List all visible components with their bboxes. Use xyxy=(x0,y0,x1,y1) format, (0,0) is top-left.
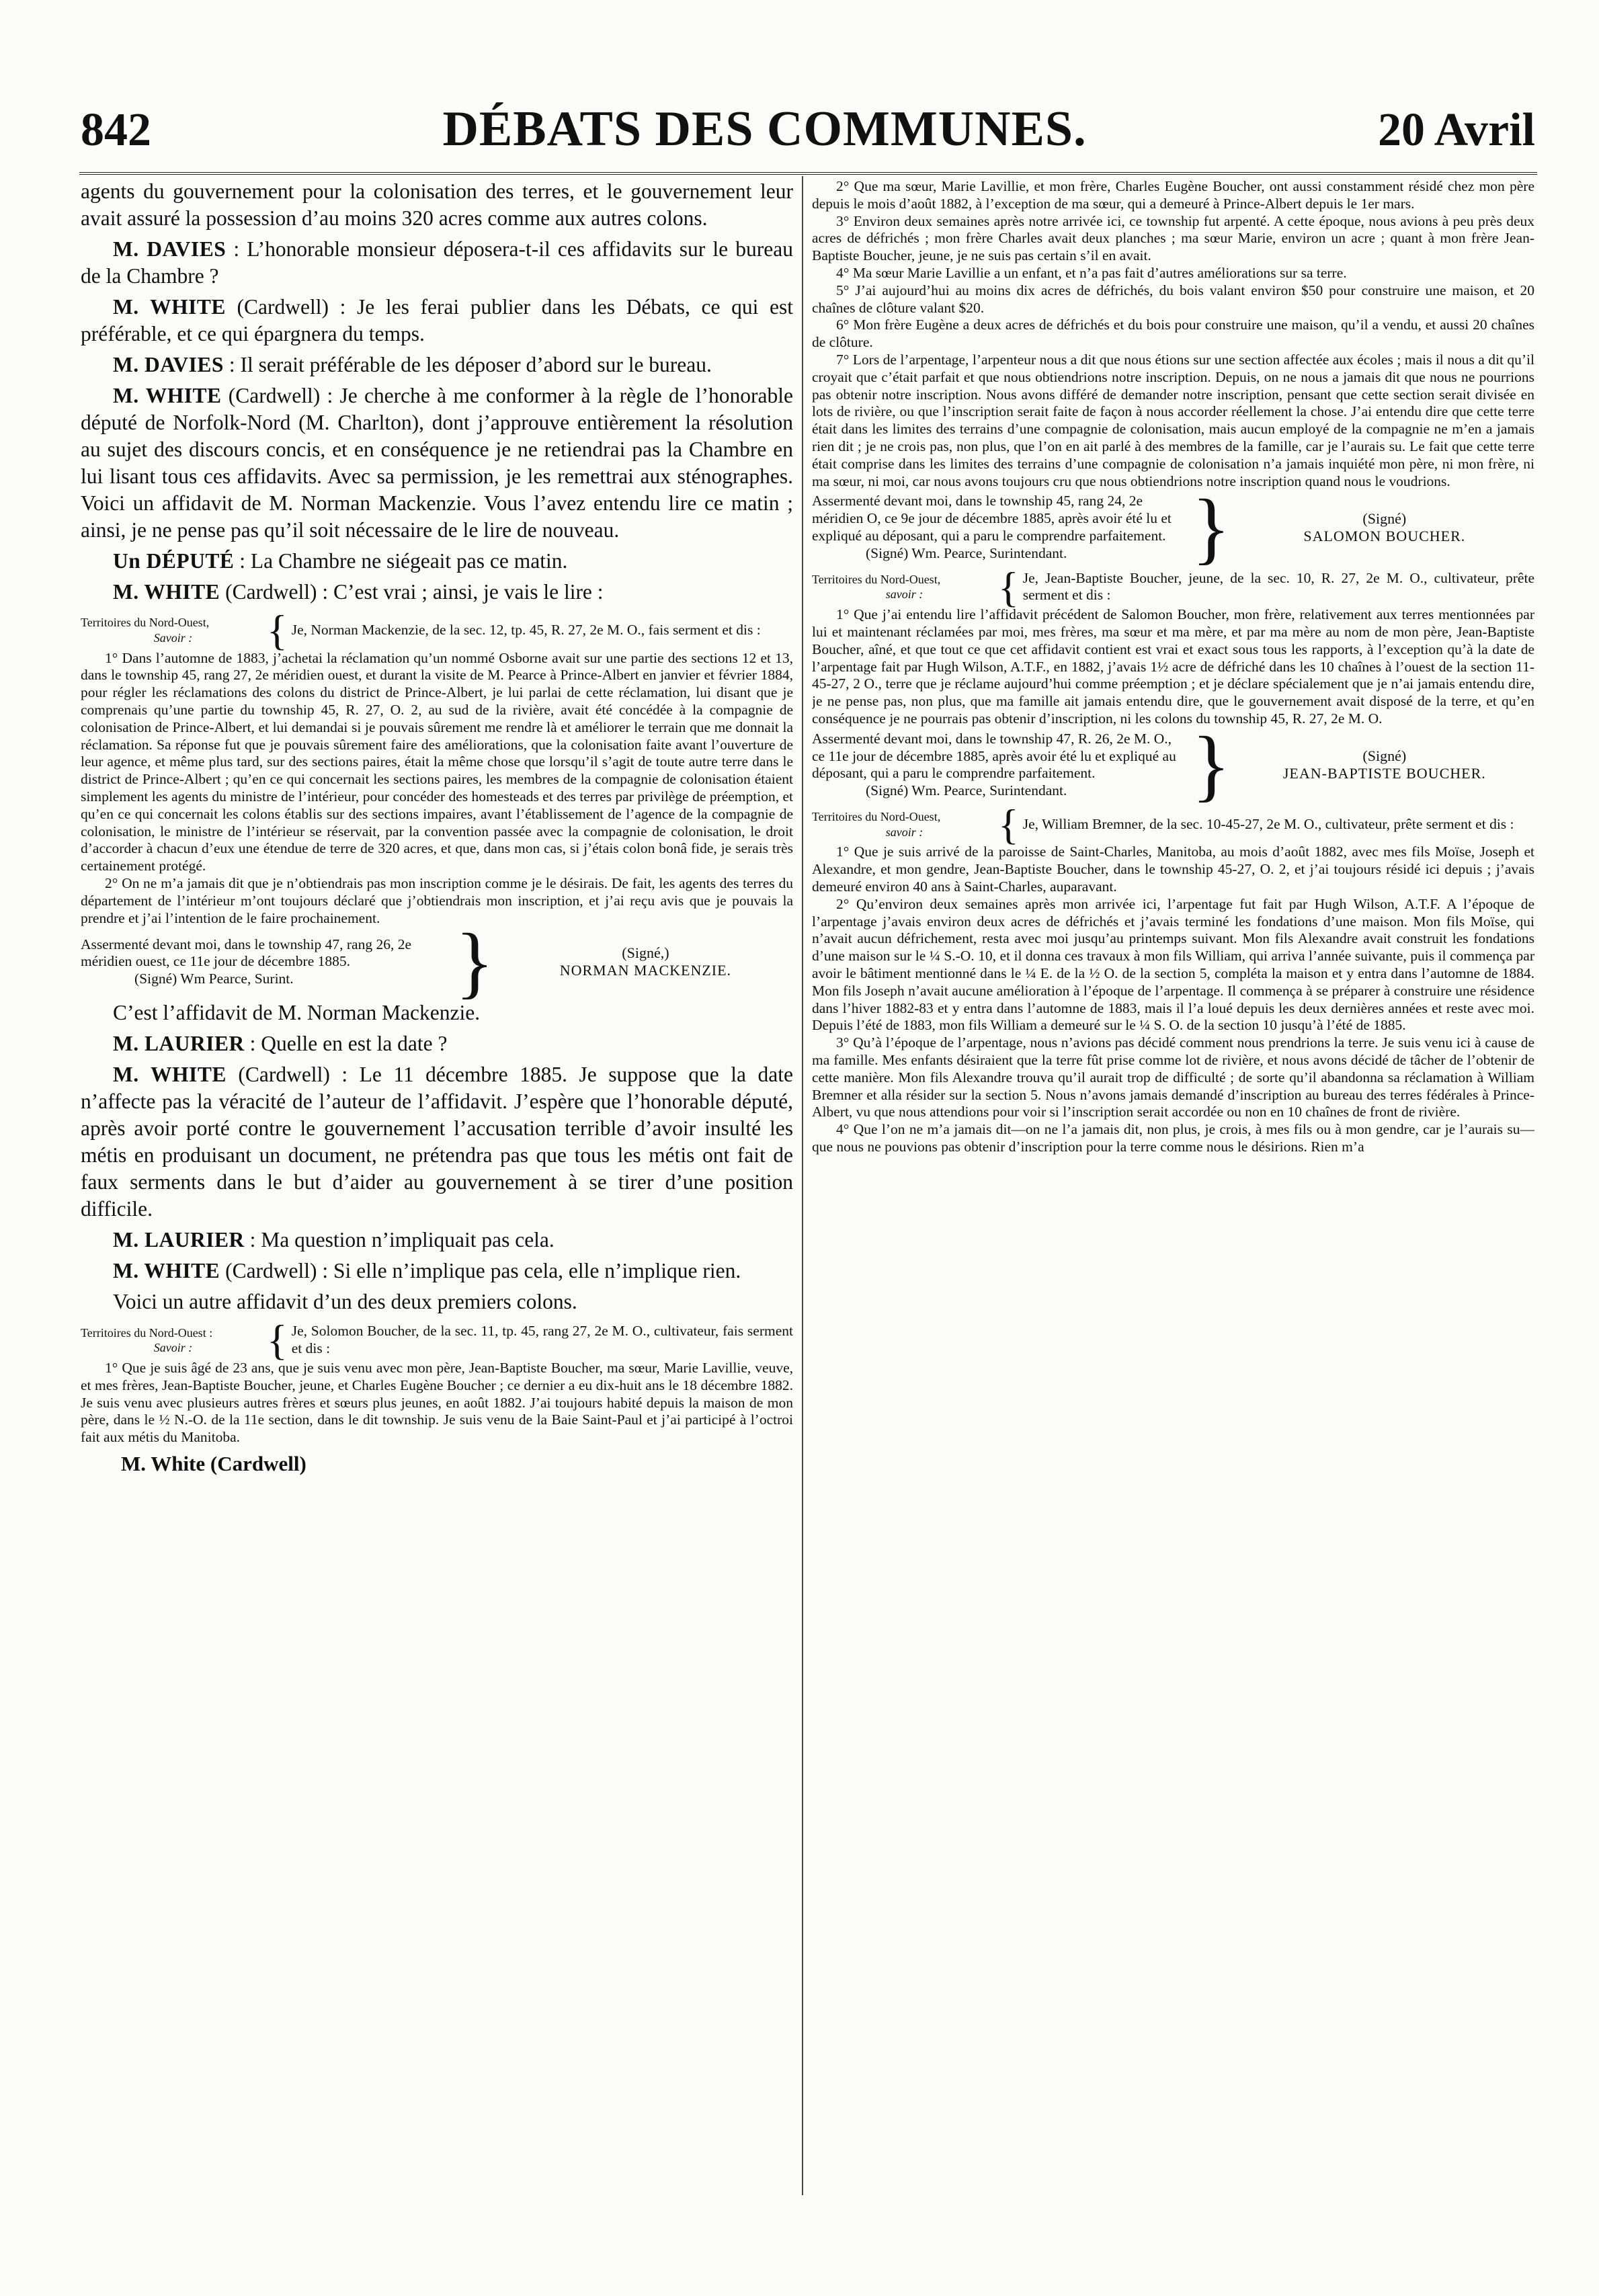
speaker-name: M. WHITE xyxy=(113,295,226,319)
speech xyxy=(81,1061,793,1223)
speaker-footer: M. White (Cardwell) xyxy=(121,1451,306,1475)
speech xyxy=(81,352,793,378)
territory-name: Territoires du Nord-Ouest, xyxy=(812,572,941,586)
speech xyxy=(81,294,793,347)
commissioner-signature: (Signé) Wm. Pearce, Surintendant. xyxy=(866,544,1067,561)
savoir-label: Savoir : xyxy=(153,630,193,645)
speaker-name: M. WHITE xyxy=(113,1063,227,1087)
speech xyxy=(81,236,793,290)
affidavit-clause: 3° Qu’à l’époque de l’arpentage, nous n’avions pas décidé comment nous prendrions la terre. Je suis venu ici à cause de ma famille. Mes enfants désiraient que la terre fût prise comme lot de rivière, et nous avons décidé de tâcher de l’obtenir de cette manière. Mon fils Alexandre trouva qu’il aurait trop de difficulté ; de sorte qu’il abandonna sa réclamation à William Bremner et alla résider sur la section 5. Nous n’avons jamais demandé d’inscription au bureau des terres fédérales à Prince-Albert, vu que nous attendions pour voir si l’inscription serait accordée ou non en 10 chaînes de front de rivière. xyxy=(812,1034,1534,1120)
signed-label: (Signé) xyxy=(1362,747,1407,765)
speaker-name: M. DAVIES xyxy=(113,353,224,376)
affidavit-heading xyxy=(81,1316,793,1364)
affidavit-clause: 4° Que l’on ne m’a jamais dit—on ne l’a jamais dit, non plus, je crois, à mes fils ou à mon gendre, car je l’aurais su—que nous ne pouvions pas obtenir d’inscription pour la terre comme nous le désirions. Rien m’a xyxy=(812,1121,1534,1155)
speech-text: : La Chambre ne siégeait pas ce matin. xyxy=(234,549,568,573)
territory-name: Territoires du Nord-Ouest, xyxy=(812,810,941,824)
affidavit-clause: 1° Dans l’automne de 1883, j’achetai la réclamation qu’un nommé Osborne avait sur une partie des sections 12 et 13, dans le township 45, rang 27, 2e méridien ouest, et durant la visite de M. Pearce à Prince-Albert en janvier et février 1884, pour régler les réclamations des colons du district de Prince-Albert, je lui parlai de cette réclamation, lui disant que je comprenais qu’une partie du township 45, R. 27, O. 2, au sud de la rivière, avait été concédée à la compagnie de colonisation de Prince-Albert, et lui demandai si je pouvais sûrement me rendre là et améliorer le terrain que me donnait la réclamation. Sa réponse fut que je pouvais sûrement faire des améliorations, que la colonisation faite avant l’ouverture de leur agence, et même plus tard, sur des sections paires, était la même chose que lorsqu’il s’agit de toute autre terre dans le district de Prince-Albert ; qu’en ce qui concernait les sections paires, les membres de la compagnie de colonisation étaient simplement les agents du ministre de l’intérieur, pour concéder des homesteads et des terres par privilège de préemption, et qu’en ce qui concernait les colons établis sur des sections impaires, avant l’établissement de l’agence de la compagnie de colonisation, le ministre de l’intérieur se réservait, par la convention passée avec la compagnie de colonisation, le droit d’accorder à chacun d’eux une étendue de terre de 320 acres, et que, dans mon cas, si j’étais colon bonâ fide, je serais très certainement protégé. xyxy=(81,649,793,874)
speaker-name: M. WHITE xyxy=(113,580,220,604)
affidavit-heading xyxy=(812,563,1534,611)
brace: } xyxy=(1192,482,1231,572)
sworn-block xyxy=(812,720,1534,810)
affiant-declaration: Je, William Bremner, de la sec. 10-45-27, 2e M. O., cultivateur, prête serment et dis : xyxy=(1022,815,1514,832)
affidavit-clause: 2° Qu’environ deux semaines après mon arrivée ici, l’arpentage fut fait par Hugh Wilson, A.T.F. A l’époque de l’arpentage j’avais environ deux acres de défrichés et j’avais terminé les fondations d’une maison. Mon fils Moïse, qui n’avait aucun défrichement, resta avec moi jusqu’au printemps suivant. Mon fils Alexandre avait construit les fondations d’une maison sur le ¼ S.-O. 10, et il donna ces travaux à mon fils William, qui arriva l’année suivante, puis il commença par avoir le bâtiment mentionné dans le ¼ E. de la ½ O. de la section 5, compléta la maison et y entra dans l’automne de 1884. Mon fils Joseph n’avait aucune amélioration à l’époque de l’arpentage. Il commença à se préparer à construire une résidence dans l’hiver 1882-83 et y entra dans l’automne de 1883, mais il l’a loué depuis les deux dernières années et reste avec moi. Depuis l’été de 1883, mon fils William a demeuré sur le ¼ S. O. de la section 10 jusqu’à l’été de 1885. xyxy=(812,895,1534,1034)
savoir-label: savoir : xyxy=(885,587,924,602)
speech-text: : L’honorable monsieur déposera-t-il ces affidavits sur le bureau de la Chambre ? xyxy=(81,237,793,288)
brace: } xyxy=(455,917,494,1007)
commissioner-signature: (Signé) Wm. Pearce, Surintendant. xyxy=(866,782,1067,799)
commissioner-signature: (Signé) Wm Pearce, Surint. xyxy=(134,971,294,987)
speaker-name: M. DAVIES xyxy=(113,237,227,261)
speech xyxy=(81,1258,793,1284)
territory-label xyxy=(81,1325,265,1356)
territory-label xyxy=(812,809,997,839)
brace: { xyxy=(998,800,1019,848)
speech-text: (Cardwell) : C’est vrai ; ainsi, je vais le lire : xyxy=(220,580,604,604)
speech xyxy=(81,1030,793,1057)
affiant-name: JEAN-BAPTISTE BOUCHER. xyxy=(1282,765,1486,782)
affidavit-clause: 7° Lors de l’arpentage, l’arpenteur nous a dit que nous étions sur une section affectée aux écoles ; mais il nous a dit qu’il croyait que c’était parfait et que nous obtiendrions notre inscription. Depuis, on ne nous a jamais dit que nous ne pourrions pas obtenir notre inscription. Nous avons différé de demander notre inscription, pensant que cette section serait divisée en lots de rivière, ou que l’inscription serait faite de façon à nous accorder réellement la chose. J’ai entendu dire que cette terre était dans les limites des terrains d’une compagnie de colonisation, mais aucun employé de la compagnie ne m’en a jamais rien dit ; je ne crois pas, non plus, que l’on en ait parlé à des membres de la famille, car je l’aurais su. Le fait que cette terre était comprise dans les limites des terrains d’une compagnie de colonisation n’a jamais inquiété mon père, ni mon frère, ni ma sœur, ni moi, car nous avons toujours cru que nous obtiendrions notre inscription quand nous le voudrions. xyxy=(812,351,1534,489)
brace: } xyxy=(1192,720,1231,810)
speech xyxy=(81,579,793,606)
speech-text: (Cardwell) : Je cherche à me conformer à la règle de l’honorable député de Norfolk-Nord (M. Charlton), dont j’approuve entièrement la résolution au sujet des discours concis, et en conséquence je ne retiendrai pas la Chambre en lui lisant tous ces affidavits. Avec sa permission, je les remettrai aux sténographes. Voici un affidavit de M. Norman Mackenzie. Vous l’avez entendu lire ce matin ; ainsi, je ne pense pas qu’il soit nécessaire de le lire de nouveau. xyxy=(81,384,793,542)
territory-name: Territoires du Nord-Ouest : xyxy=(81,1325,213,1340)
savoir-label: Savoir : xyxy=(153,1341,193,1355)
affidavit-clause: 1° Que je suis arrivé de la paroisse de Saint-Charles, Manitoba, au mois d’août 1882, avec mes fils Moïse, Joseph et Alexandre, et mon gendre, Jean-Baptiste Boucher, dans le township 45-27, O. 2, et j’ai toujours résidé ici depuis ; j’avais demeuré environ 40 ans à Saint-Charles, auparavant. xyxy=(812,844,1534,895)
page-number: 842 xyxy=(81,104,151,156)
sworn-block xyxy=(81,917,793,1007)
left-column xyxy=(81,178,793,2215)
sworn-text: Assermenté devant moi, dans le township 45, rang 24, 2e méridien O, ce 9e jour de décembre 1885, après avoir été lu et expliqué au déposant, qui a paru le comprendre parfaitement. xyxy=(812,493,1172,544)
column-divider xyxy=(802,176,803,2195)
paragraph: C’est l’affidavit de M. Norman Mackenzie. xyxy=(113,1001,481,1025)
affiant-signature xyxy=(1235,747,1534,782)
speech xyxy=(81,548,793,575)
brace: { xyxy=(998,563,1019,611)
affiant-name: NORMAN MACKENZIE. xyxy=(559,962,732,979)
affidavit-clause: 2° Que ma sœur, Marie Lavillie, et mon frère, Charles Eugène Boucher, ont aussi constamment résidé chez mon père depuis le mois d’août 1882, à l’exception de ma sœur, qui a demeuré à Prince-Albert depuis le 1er mars. xyxy=(812,178,1534,212)
speaker-name: Un DÉPUTÉ xyxy=(113,549,235,573)
speaker-name: M. WHITE xyxy=(113,384,222,407)
sworn-text: Assermenté devant moi, dans le township 47, rang 26, 2e méridien ouest, ce 11e jour de décembre 1885. xyxy=(81,936,412,970)
speaker-name: M. WHITE xyxy=(113,1259,220,1283)
page-date: 20 Avril xyxy=(1378,104,1535,156)
affidavit-clause: 1° Que j’ai entendu lire l’affidavit précédent de Salomon Boucher, mon frère, relativement aux terres mentionnées par lui et maintenant réclamées par moi, mes frères, ma sœur et ma mère, et par ma mère au nom de mon père, Jean-Baptiste Boucher, aîné, et que tout ce que cet affidavit contient est vrai et exact sous tous les rapports, à l’exception qu’à la date de l’arpentage fait par Hugh Wilson, A.T.F., en 1882, j’avais 1½ acre de défriché dans les 10 chaînes à l’ouest de la section 11-45-27, 2 O., terre que je réclame aujourd’hui comme préemption ; et je déclare spécialement que je n’ai jamais entendu dire, je ne pense pas, non plus, que ma famille ait jamais entendu dire, que le gouvernement avait disposé de la terre, et qu’en conséquence je ne pourrais pas obtenir d’inscription, ni les colons du township 45, R. 27, 2e M. O. xyxy=(812,606,1534,727)
affiant-declaration: Je, Jean-Baptiste Boucher, jeune, de la sec. 10, R. 27, 2e M. O., cultivateur, prête serment et dis : xyxy=(1022,569,1534,604)
speech-text: : Quelle en est la date ? xyxy=(244,1032,448,1056)
right-column xyxy=(812,178,1534,2215)
speech-text: (Cardwell) : Le 11 décembre 1885. Je suppose que la date n’affecte pas la véracité de l’auteur de l’affidavit. J’espère que l’honorable député, après avoir porté contre le gouvernement l’accusation terrible d’avoir insulté les métis en produisant un document, ne prétendra pas que tous les métis ont fait de faux serments dans le but d’aider au gouvernement à se tirer d’une position difficile. xyxy=(81,1063,793,1221)
sworn-statement xyxy=(812,731,1188,800)
affidavit-clause: 1° Que je suis âgé de 23 ans, que je suis venu avec mon père, Jean-Baptiste Boucher, ma sœur, Marie Lavillie, veuve, et mes frères, Jean-Baptiste Boucher, jeune, et Charles Eugène Boucher ; ce dernier a eu dix-huit ans le 18 décembre 1882. Je suis venu avec plusieurs autres frères et sœurs plus jeunes, en août 1882. J’ai toujours habité depuis la maison de mon père, dans le ½ N.-O. de la 11e section, dans le dit township. Je suis venu de la Baie Saint-Paul et j’ai participé à l’octroi fait aux métis du Manitoba. xyxy=(81,1359,793,1446)
speech xyxy=(81,1227,793,1254)
affiant-signature xyxy=(1235,510,1534,545)
paragraph: agents du gouvernement pour la colonisation des terres, et le gouvernement leur avait assuré la possession d’au moins 320 acres comme aux autres colons. xyxy=(81,179,793,230)
savoir-label: savoir : xyxy=(885,825,924,839)
speaker-name: M. LAURIER xyxy=(113,1032,245,1056)
signed-label: (Signé,) xyxy=(622,944,669,962)
speech-text: : Il serait préférable de les déposer d’abord sur le bureau. xyxy=(223,353,712,376)
paragraph: Voici un autre affidavit d’un des deux premiers colons. xyxy=(113,1290,577,1314)
brace: { xyxy=(267,1316,288,1364)
sworn-text: Assermenté devant moi, dans le township 47, R. 26, 2e M. O., ce 11e jour de décembre 1885, après avoir été lu et expliqué au déposant, qui a paru le comprendre parfaitement. xyxy=(812,730,1176,782)
brace: { xyxy=(267,606,288,654)
affidavit-clause: 4° Ma sœur Marie Lavillie a un enfant, et n’a pas fait d’autres améliorations sur sa terre. xyxy=(836,264,1347,281)
affidavit-clause: 3° Environ deux semaines après notre arrivée ici, ce township fut arpenté. A cette époque, nous avions à peu près deux acres de défrichés ; mon frère Charles avait deux planches ; ma sœur Marie, environ un acre ; quant à mon frère Jean-Baptiste Boucher, jeune, je ne suis pas certain s’il en avait. xyxy=(812,212,1534,264)
territory-label xyxy=(812,572,997,602)
affiant-declaration: Je, Solomon Boucher, de la sec. 11, tp. 45, rang 27, 2e M. O., cultivateur, fais serment et dis : xyxy=(291,1323,793,1357)
territory-label xyxy=(81,615,265,645)
header-rule xyxy=(79,172,1537,175)
affidavit-clause: 5° J’ai aujourd’hui au moins dix acres de défrichés, du bois valant environ $50 pour construire une maison, et 20 chaînes de clôture valant $20. xyxy=(812,282,1534,316)
sworn-statement xyxy=(812,493,1188,562)
signed-label: (Signé) xyxy=(1362,509,1407,527)
sworn-block xyxy=(812,482,1534,572)
speaker-name: M. LAURIER xyxy=(113,1228,245,1252)
speech-text: (Cardwell) : Si elle n’implique pas cela, elle n’implique rien. xyxy=(220,1259,741,1283)
speech-text: : Ma question n’impliquait pas cela. xyxy=(244,1228,555,1252)
page-title: DÉBATS DES COMMUNES. xyxy=(442,101,1087,157)
affidavit-clause: 2° On ne m’a jamais dit que je n’obtiendrais pas mon inscription comme je le désirais. De fait, les agents des terres du département de l’intérieur m’ont toujours déclaré que j’obtiendrais mon inscription, et j’ai reçu avis que je pouvais la prendre et j’ai l’intention de le faire prochainement. xyxy=(81,874,793,926)
territory-name: Territoires du Nord-Ouest, xyxy=(81,616,210,630)
affiant-signature xyxy=(498,944,793,979)
affidavit-heading xyxy=(81,606,793,654)
affiant-name: SALOMON BOUCHER. xyxy=(1303,527,1466,544)
affiant-declaration: Je, Norman Mackenzie, de la sec. 12, tp. 45, R. 27, 2e M. O., fais serment et dis : xyxy=(291,621,761,638)
speech-text: (Cardwell) : Je les ferai publier dans les Débats, ce qui est préférable, et ce qui épargnera du temps. xyxy=(81,295,793,345)
speech xyxy=(81,382,793,544)
affidavit-clause: 6° Mon frère Eugène a deux acres de défrichés et du bois pour construire une maison, qu’il a vendu, et aussi 20 chaînes de clôture. xyxy=(812,317,1534,351)
page-header xyxy=(81,101,1535,175)
sworn-statement xyxy=(81,936,451,988)
affidavit-heading xyxy=(812,800,1534,848)
